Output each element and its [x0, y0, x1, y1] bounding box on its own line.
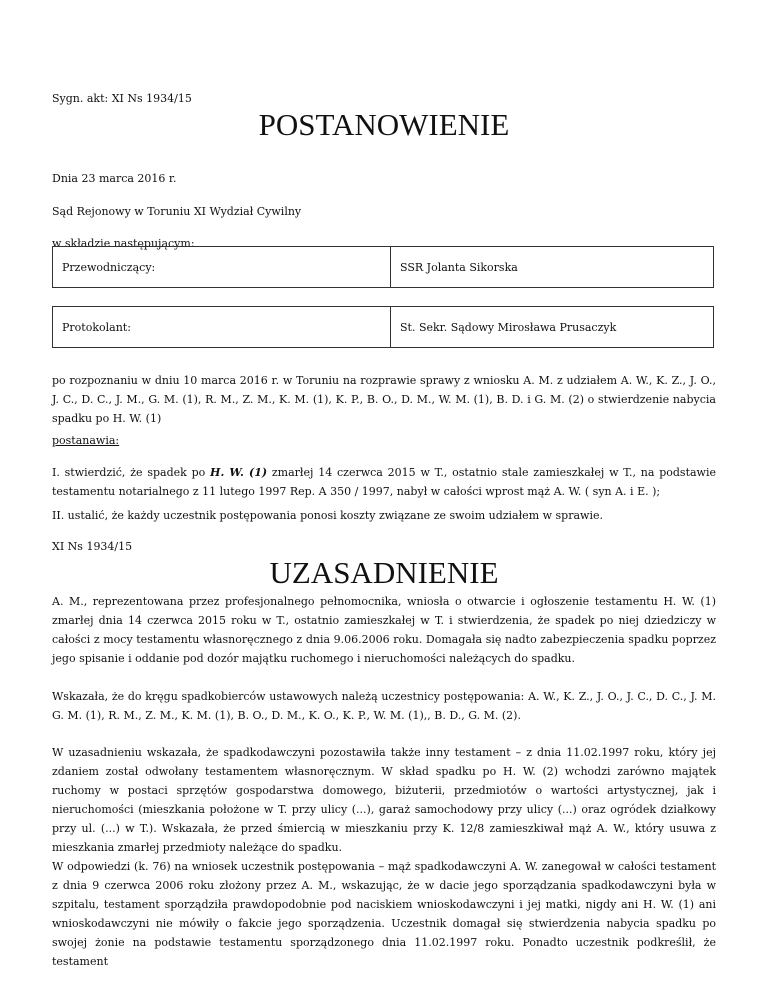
- justification-paragraph-1: A. M., reprezentowana przez profesjonalnego pełnomocnika, wniosła o otwarcie i ogłoszenie testamentu H. W. (1) zmarłej dnia 14 czerwca 2015 roku w T., ostatnio zamieszkałej w T. i stwierdzenia, że spadek po niej dziedziczy w całości z mocy testamentu własnoręcznego z dnia 9.06.2006 roku. Domagała się nadto zabezpieczenia spadku poprzez jego spisanie i oddanie pod dozór majątku ruchomego i nieruchomości należących do spadku.: [52, 595, 716, 665]
- composition-intro: w składzie następującym:: [52, 237, 195, 250]
- clerk-label: Protokolant:: [53, 307, 391, 347]
- justification-title: UZASADNIENIE: [269, 555, 499, 590]
- chair-row: [52, 246, 714, 288]
- decision-point-1: [52, 463, 716, 501]
- page-title: POSTANOWIENIE: [258, 107, 510, 142]
- point1-suffix: zmarłej 14 czerwca 2015 w T., ostatnio stale zamieszkałej w T., na podstawie testamentu notarialnego z 11 lutego 1997 Rep. A 350 / 1997, nabył w całości wprost mąż A. W. ( syn A. i E. );: [52, 466, 717, 498]
- justification-paragraph-3: W uzasadnieniu wskazała, że spadkodawczyni pozostawiła także inny testament – z dnia 11.02.1997 roku, który jej zdaniem został odwołany testamentem własnoręcznym. W skład spadku po H. W. (2) wchodzi zarówno majątek ruchomy w postaci sprzętów gospodarstwa domowego, biżuterii, przedmiotów o wartości artystycznej, jak i nieruchomości (mieszkania położone w T. przy ulicy (...), garaż samochodowy przy ulicy (...) oraz ogródek działkowy przy ul. (...) w T.). Wskazała, że przed śmiercią w mieszkaniu przy K. 12/8 zamieszkiwał mąż A. W., który usuwa z mieszkania zmarłej przedmioty należące do spadku.: [52, 746, 716, 854]
- court-name: Sąd Rejonowy w Toruniu XI Wydział Cywilny: [52, 205, 302, 218]
- deceased-name: H. W. (1): [210, 466, 268, 479]
- clerk-name: St. Sekr. Sądowy Mirosława Prusaczyk: [400, 320, 617, 334]
- decision-label: postanawia:: [52, 434, 120, 447]
- case-reference: XI Ns 1934/15: [52, 540, 133, 553]
- case-signature: Sygn. akt: XI Ns 1934/15: [52, 92, 192, 105]
- intro-paragraph: po rozpoznaniu w dniu 10 marca 2016 r. w Toruniu na rozprawie sprawy z wniosku A. M. z udziałem A. W., K. Z., J. O., J. C., D. C., J. M., G. M. (1), R. M., Z. M., K. M. (1), K. P., B. O., D. M., W. M. (1), B. D. i G. M. (2) o stwierdzenie nabycia spadku po H. W. (1): [52, 374, 716, 425]
- justification-paragraph-2: Wskazała, że do kręgu spadkobierców ustawowych należą uczestnicy postępowania: A. W., K. Z., J. O., J. C., D. C., J. M. G. M. (1), R. M., Z. M., K. M. (1), B. O., D. M., K. O., K. P., W. M. (1),, B. D., G. M. (2).: [52, 690, 716, 722]
- clerk-row: [52, 306, 714, 348]
- chair-name: SSR Jolanta Sikorska: [400, 260, 518, 274]
- point1-prefix: I. stwierdzić, że spadek po: [52, 466, 211, 479]
- decision-date: Dnia 23 marca 2016 r.: [52, 172, 177, 185]
- chair-label: Przewodniczący:: [53, 247, 391, 287]
- justification-paragraph-4: W odpowiedzi (k. 76) na wniosek uczestnik postępowania – mąż spadkodawczyni A. W. zanegował w całości testament z dnia 9 czerwca 2006 roku złożony przez A. M., wskazując, że w dacie jego sporządzania spadkodawczyni była w szpitalu, testament sporządziła prawdopodobnie pod naciskiem wnioskodawczyni i jej matki, nigdy ani H. W. (1) ani wnioskodawczyni nie mówiły o fakcie jego sporządzenia. Uczestnik domagał się stwierdzenia nabycia spadku po swojej żonie na podstawie testamentu sporządzonego dnia 11.02.1997 roku. Ponadto uczestnik podkreślił, że testament: [52, 860, 716, 968]
- decision-point-2: II. ustalić, że każdy uczestnik postępowania ponosi koszty związane ze swoim udziałem w sprawie.: [52, 509, 603, 522]
